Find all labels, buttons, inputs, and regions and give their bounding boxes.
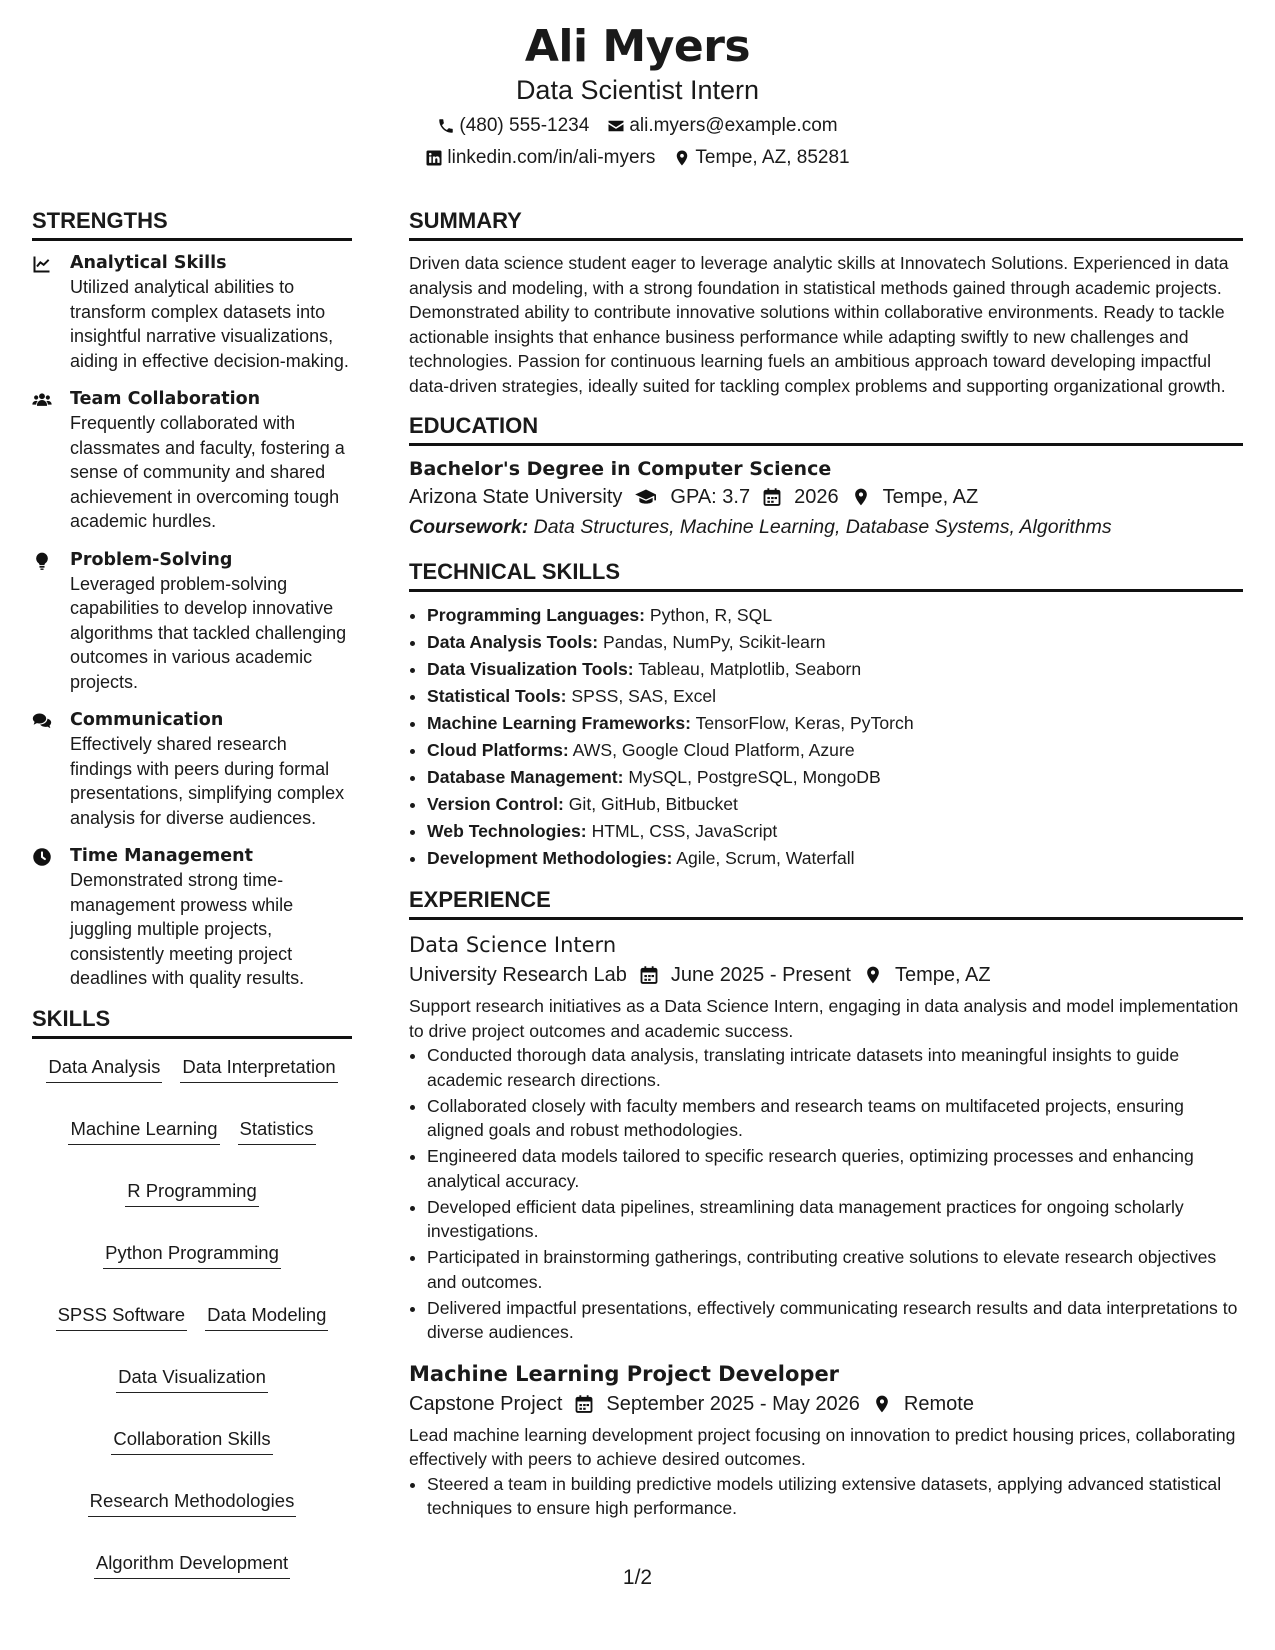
map-marker-icon (863, 965, 883, 985)
skill-tag: Statistics (238, 1117, 316, 1145)
list-item (427, 845, 1243, 872)
tech-value: Pandas, NumPy, Scikit-learn (602, 632, 826, 652)
experience-heading: EXPERIENCE (409, 886, 1243, 920)
strength-item (32, 844, 352, 991)
job-title: Machine Learning Project Developer (409, 1361, 840, 1386)
job-dates: September 2025 - May 2026 (606, 1392, 860, 1415)
education-heading: EDUCATION (409, 412, 1243, 446)
strength-description: Utilized analytical abilities to transform complex datasets into insightful narrative visualizations, aiding in effective decision-making. (70, 277, 349, 371)
skill-tag: Data Visualization (116, 1365, 268, 1393)
skill-tag: Data Interpretation (180, 1055, 337, 1083)
skill-tag: Data Modeling (205, 1303, 328, 1331)
strength-description: Effectively shared research findings with peers during formal presentations, simplifying complex analysis for diverse audiences. (70, 734, 345, 828)
strength-description: Demonstrated strong time-management prowess while juggling multiple projects, consistently meeting project deadlines with quality results. (70, 870, 305, 988)
coursework-line (409, 512, 1243, 542)
graduation-cap-icon (634, 487, 658, 507)
list-item (427, 656, 1243, 683)
list-item: • Collaborated closely with faculty members and research teams on multifaceted projects, ensuring aligned goals and robust methodologies. (427, 1094, 1243, 1143)
skills-tags (32, 1049, 352, 1579)
list-item (427, 791, 1243, 818)
list-item (427, 629, 1243, 656)
tech-value: AWS, Google Cloud Platform, Azure (572, 740, 855, 760)
job-entry (409, 930, 1243, 1345)
coursework-label: Coursework: (409, 516, 529, 538)
left-column (32, 207, 352, 1579)
list-item (427, 764, 1243, 791)
list-item (427, 602, 1243, 629)
job-bullets (409, 1043, 1243, 1345)
skill-tag: Research Methodologies (88, 1489, 297, 1517)
skill-tag: Algorithm Development (94, 1551, 290, 1579)
location-contact (673, 146, 849, 170)
lightbulb-icon (32, 551, 52, 571)
job-entry (409, 1359, 1243, 1521)
email-contact[interactable] (607, 114, 837, 138)
technical-skills-list (409, 602, 1243, 872)
tech-label: Data Visualization Tools: (427, 659, 634, 679)
email-text: ali.myers@example.com (629, 115, 838, 136)
school-name: Arizona State University (409, 486, 623, 508)
users-icon (32, 390, 52, 410)
strength-title: Time Management (70, 846, 253, 866)
job-description: Lead machine learning development project focusing on innovation to predict housing prices, collaborating effectively with peers to achieve desired outcomes. (409, 1424, 1236, 1469)
list-item (427, 818, 1243, 845)
strength-title: Team Collaboration (70, 389, 261, 409)
summary-text: Driven data science student eager to leverage analytic skills at Innovatech Solutions. Experienced in data analysis and modeling, with a strong foundation in statistical methods gained through academic projects. Demonstrated ability to contribute innovative solutions within collaborative environments. Ready to tackle actionable insights that enhance business performance while adapting swiftly to new challenges and technologies. Passion for continuous learning fuels an ambitious approach toward developing impactful data-driven strategies, ideally suited for tackling complex problems and supporting organizational growth. (409, 253, 1229, 396)
list-item: • Steered a team in building predictive models utilizing extensive datasets, applying advanced statistical techniques to ensure high performance. (427, 1472, 1243, 1521)
technical-skills-heading: TECHNICAL SKILLS (409, 558, 1243, 592)
tech-value: SPSS, SAS, Excel (571, 686, 717, 706)
candidate-name: Ali Myers (524, 21, 751, 72)
education-meta (409, 482, 1243, 512)
calendar-icon (762, 487, 782, 507)
list-item: • Engineered data models tailored to specific research queries, optimizing processes and enhancing analytical accuracy. (427, 1144, 1243, 1193)
coursework-list: Data Structures, Machine Learning, Database Systems, Algorithms (533, 516, 1112, 538)
map-marker-icon (851, 487, 871, 507)
tech-value: MySQL, PostgreSQL, MongoDB (628, 767, 881, 787)
skills-heading: SKILLS (32, 1005, 352, 1039)
phone-icon (437, 117, 455, 135)
phone-text: (480) 555-1234 (459, 115, 590, 136)
tech-value: Tableau, Matplotlib, Seaborn (638, 659, 862, 679)
tech-label: Statistical Tools: (427, 686, 567, 706)
gpa-text: GPA: 3.7 (670, 486, 751, 508)
skill-tag: Data Analysis (46, 1055, 162, 1083)
candidate-role: Data Scientist Intern (515, 75, 760, 105)
skill-tag: Python Programming (103, 1241, 281, 1269)
map-marker-icon (872, 1394, 892, 1414)
list-item (427, 683, 1243, 710)
job-bullets (409, 1472, 1243, 1521)
job-organization: University Research Lab (409, 964, 627, 986)
calendar-icon (574, 1394, 594, 1414)
calendar-icon (639, 965, 659, 985)
envelope-icon (607, 117, 625, 135)
tech-label: Version Control: (427, 794, 564, 814)
school-location: Tempe, AZ (882, 486, 979, 508)
summary-heading: SUMMARY (409, 207, 1243, 241)
phone-contact (437, 114, 589, 138)
location-text: Tempe, AZ, 85281 (695, 147, 850, 168)
tech-value: Agile, Scrum, Waterfall (676, 848, 855, 868)
degree-title: Bachelor's Degree in Computer Science (409, 458, 832, 480)
list-item (427, 737, 1243, 764)
strength-item (32, 387, 352, 534)
job-meta (409, 960, 1243, 990)
strength-description: Leveraged problem-solving capabilities to develop innovative algorithms that tackled challenging outcomes in various academic projects. (70, 573, 347, 692)
skill-tag: R Programming (125, 1179, 259, 1207)
job-location: Remote (903, 1392, 974, 1415)
comments-icon (32, 711, 52, 731)
linkedin-contact[interactable] (425, 146, 655, 170)
contact-row-2 (0, 146, 1275, 170)
strength-item (32, 251, 352, 373)
page-indicator: 1/2 (622, 1566, 653, 1589)
strength-description: Frequently collaborated with classmates and faculty, fostering a sense of community and shared achievement in overcoming tough academic hurdles. (70, 413, 345, 531)
list-item: • Participated in brainstorming gatherings, contributing creative solutions to elevate research objectives and outcomes. (427, 1245, 1243, 1294)
linkedin-text: linkedin.com/in/ali-myers (447, 147, 656, 168)
strength-title: Communication (70, 710, 224, 730)
contact-row-1 (0, 114, 1275, 138)
job-location: Tempe, AZ (895, 964, 991, 986)
strength-item (32, 548, 352, 695)
skill-tag: SPSS Software (56, 1303, 188, 1331)
tech-label: Cloud Platforms: (427, 740, 569, 760)
tech-value: TensorFlow, Keras, PyTorch (695, 713, 914, 733)
chart-line-icon (32, 254, 52, 274)
skill-tag: Collaboration Skills (111, 1427, 272, 1455)
job-dates: June 2025 - Present (670, 964, 851, 986)
clock-icon (32, 847, 52, 867)
tech-value: Git, GitHub, Bitbucket (568, 794, 738, 814)
linkedin-icon (425, 149, 443, 167)
job-description: Support research initiatives as a Data Science Intern, engaging in data analysis and model implementation to drive project outcomes and academic success. (409, 996, 1239, 1041)
skill-tag: Machine Learning (68, 1117, 219, 1145)
graduation-year: 2026 (794, 486, 839, 508)
job-organization: Capstone Project (409, 1392, 563, 1415)
tech-label: Machine Learning Frameworks: (427, 713, 691, 733)
resume-header (0, 20, 1275, 170)
job-meta (409, 1389, 1243, 1419)
job-title: Data Science Intern (409, 933, 617, 957)
list-item: • Developed efficient data pipelines, streamlining data management practices for ongoing scholarly investigations. (427, 1195, 1243, 1244)
list-item: • Delivered impactful presentations, effectively communicating research results and data interpretations to diverse audiences. (427, 1296, 1243, 1345)
tech-label: Database Management: (427, 767, 624, 787)
tech-label: Programming Languages: (427, 605, 645, 625)
strength-title: Problem-Solving (70, 549, 233, 570)
strength-title: Analytical Skills (70, 253, 227, 273)
tech-label: Data Analysis Tools: (427, 632, 599, 652)
tech-label: Development Methodologies: (427, 848, 673, 868)
map-marker-icon (673, 149, 691, 167)
right-column (409, 207, 1243, 1535)
tech-value: Python, R, SQL (649, 605, 773, 625)
list-item: • Conducted thorough data analysis, translating intricate datasets into meaningful insights to guide academic research directions. (427, 1043, 1243, 1092)
strengths-heading: STRENGTHS (32, 207, 352, 241)
strength-item (32, 708, 352, 830)
list-item (427, 710, 1243, 737)
tech-label: Web Technologies: (427, 821, 587, 841)
tech-value: HTML, CSS, JavaScript (591, 821, 778, 841)
